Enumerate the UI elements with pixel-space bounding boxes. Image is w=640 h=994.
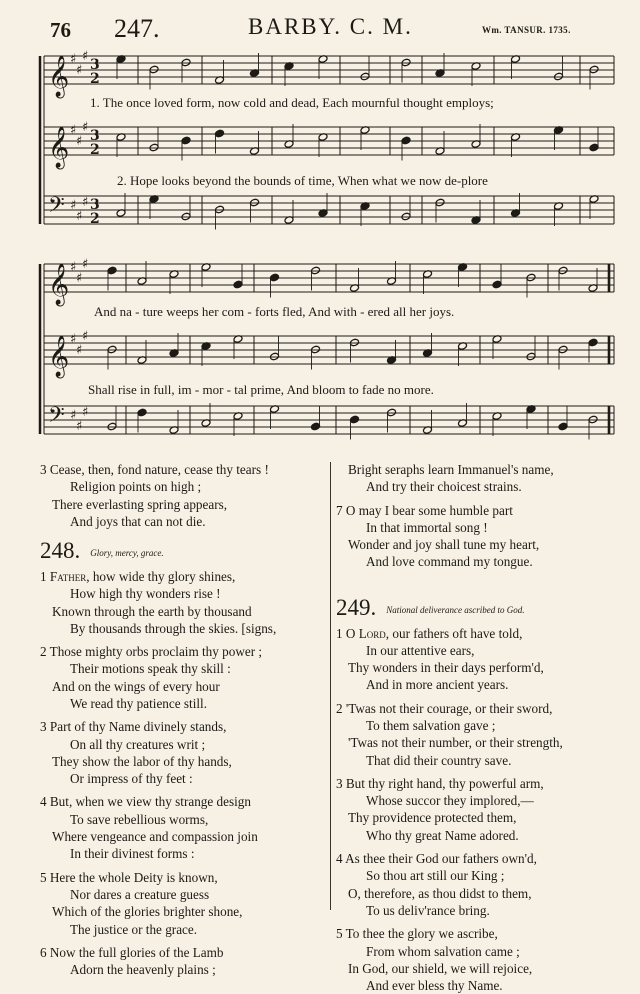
stanza-line: Nor dares a creature guess <box>70 886 210 902</box>
hymn247-stanza3 <box>40 461 332 530</box>
notehead <box>588 338 598 347</box>
stanza-line: And joys that can not die. <box>70 513 206 529</box>
tune-title: BARBY. C. M. <box>248 14 413 39</box>
bass-clef: 𝄢 <box>48 403 65 433</box>
stanza-line: 4 But, when we view thy strange design <box>40 794 251 810</box>
stanza-line: 2 Those mighty orbs proclaim thy power ; <box>40 644 263 660</box>
treble-clef: 𝄞 <box>48 127 70 168</box>
sharp-sign: ♯ <box>76 271 83 286</box>
sharp-sign: ♯ <box>82 329 89 344</box>
sharp-sign: ♯ <box>70 260 77 275</box>
notehead <box>401 136 411 145</box>
notehead <box>558 345 568 354</box>
notehead <box>350 338 360 347</box>
hymn-number: 247. <box>114 14 160 43</box>
sharp-sign: ♯ <box>82 195 89 210</box>
bass-clef: 𝄢 <box>48 193 65 223</box>
sharp-sign: ♯ <box>82 257 89 272</box>
first-word: Lord <box>358 625 386 641</box>
notehead <box>526 273 536 282</box>
notehead <box>435 198 445 207</box>
hymn249-stanza3 <box>336 775 636 844</box>
first-line-rest: , our fathers oft have told, <box>385 625 523 641</box>
stanza-line: From whom salvation came ; <box>366 943 520 959</box>
sharp-sign: ♯ <box>70 408 77 423</box>
stanza-line: Thy wonders in their days perform'd, <box>348 660 544 676</box>
notehead <box>311 266 321 275</box>
left-column <box>40 461 332 978</box>
notehead <box>311 345 321 354</box>
stanza-line: 6 Now the full glories of the Lamb <box>40 944 224 960</box>
sharp-sign: ♯ <box>82 49 89 64</box>
notehead <box>233 280 243 289</box>
stanza-line: And ever bless thy Name. <box>366 978 503 994</box>
stanza-line: Or impress of thy feet : <box>70 771 193 787</box>
stanza-line: To save rebellious worms, <box>70 811 209 827</box>
notehead <box>107 422 117 431</box>
lyrics-line1-verse1: 1. The once loved form, now cold and dead, Each mournful thought employs; <box>90 95 494 110</box>
stanza-line: 3 But thy right hand, thy powerful arm, <box>336 775 544 791</box>
sharp-sign: ♯ <box>76 343 83 358</box>
notehead <box>250 198 260 207</box>
stanza-line: Known through the earth by thousand <box>52 603 252 619</box>
stanza-line: On all thy creatures writ ; <box>70 736 206 752</box>
notehead <box>215 205 225 214</box>
hymn248-stanza5 <box>40 869 332 938</box>
hymn248-subtitle: Glory, mercy, grace. <box>90 547 164 558</box>
first-line-prefix: 1 O <box>336 625 359 641</box>
notehead <box>311 422 321 431</box>
column-divider <box>330 462 331 910</box>
notehead <box>387 408 397 417</box>
hymn248-heading <box>40 538 332 566</box>
stanza-line: Adorn the heavenly plains ; <box>70 962 216 978</box>
notehead <box>137 408 147 417</box>
stanza-line: And in more ancient years. <box>366 677 509 693</box>
stanza-line: O, therefore, as thou didst to them, <box>348 885 532 901</box>
stanza-line: So thou art still our King ; <box>366 868 505 884</box>
notehead <box>181 136 191 145</box>
stanza-line: Whose succor they implored,— <box>366 793 534 809</box>
stanza-line: Wonder and joy shall tune my heart, <box>348 537 540 553</box>
stanza-line: The justice or the grace. <box>70 921 198 937</box>
time-signature-top: 3 <box>90 197 100 213</box>
sharp-sign: ♯ <box>76 134 83 149</box>
lyrics-line2-verse1: And na - ture weeps her com - forts fled, And with - ered all her joys. <box>94 304 455 319</box>
stanza-line: Which of the glories brighter shone, <box>52 904 243 920</box>
sharp-sign: ♯ <box>70 332 77 347</box>
stanza-line: And try their choicest strains. <box>366 479 522 495</box>
stanza-line: And love command my tongue. <box>366 554 533 570</box>
lyrics-line1-verse2: 2. Hope looks beyond the bounds of time, When what we now de-plore <box>117 173 488 188</box>
notehead <box>589 143 599 152</box>
page-number: 76 <box>50 18 71 42</box>
stanza-line: To them salvation gave ; <box>366 717 496 733</box>
stanza-line: 2 'Twas not their courage, or their sword, <box>336 700 553 716</box>
lyrics-line2-verse2: Shall rise in full, im - mor - tal prime, And bloom to fade no more. <box>88 382 434 397</box>
sharp-sign: ♯ <box>82 405 89 420</box>
stanza-line: 4 As thee their God our fathers own'd, <box>336 851 537 867</box>
notehead <box>149 143 159 152</box>
treble-clef: 𝄞 <box>48 56 70 97</box>
first-line-rest: , how wide thy glory shines, <box>86 568 236 584</box>
time-signature-top: 3 <box>90 128 100 144</box>
stanza-line: 3 Part of thy Name divinely stands, <box>40 719 227 735</box>
stanza-line: Religion points on high ; <box>70 479 202 495</box>
hymn249-heading <box>336 595 636 623</box>
notehead <box>350 415 360 424</box>
sharp-sign: ♯ <box>82 120 89 135</box>
notehead <box>589 65 599 74</box>
stanza-line: In their divinest forms : <box>70 846 195 862</box>
music-score <box>0 0 640 445</box>
time-signature-bottom: 2 <box>90 211 100 227</box>
composer-credit: Wm. TANSUR. 1735. <box>482 25 571 35</box>
notehead <box>558 266 568 275</box>
stanza-line: 7 O may I bear some humble part <box>336 502 513 518</box>
stanza-line: Where vengeance and compassion join <box>52 829 258 845</box>
notehead <box>401 212 411 221</box>
hymn247-stanza3-continued <box>336 461 636 496</box>
treble-clef: 𝄞 <box>48 336 70 377</box>
sharp-sign: ♯ <box>76 209 83 224</box>
hymn248-number: 248. <box>40 538 81 564</box>
notehead <box>401 58 411 67</box>
notehead <box>181 212 191 221</box>
notehead <box>360 72 370 81</box>
notehead <box>270 352 280 361</box>
stanza-line: They show the labor of thy hands, <box>52 753 232 769</box>
time-signature-top: 3 <box>90 57 100 73</box>
sharp-sign: ♯ <box>70 123 77 138</box>
hymn249-subtitle: National deliverance ascribed to God. <box>386 604 525 615</box>
hymn248-stanza4 <box>40 793 332 862</box>
stanza-line <box>336 625 636 642</box>
sharp-sign: ♯ <box>70 198 77 213</box>
hymn249-stanza4 <box>336 850 636 919</box>
stanza-line: Their motions speak thy skill : <box>70 661 231 677</box>
hymn249-stanza1 <box>336 625 636 694</box>
right-column <box>336 461 636 994</box>
notehead <box>149 65 159 74</box>
time-signature-bottom: 2 <box>90 71 100 87</box>
notehead <box>181 58 191 67</box>
hymn249-stanza2 <box>336 700 636 769</box>
notehead <box>107 345 117 354</box>
stanza-line: We read thy patience still. <box>70 695 207 711</box>
hymn248-stanza6 <box>40 944 332 979</box>
sharp-sign: ♯ <box>76 419 83 434</box>
stanza-line: In our attentive ears, <box>366 642 475 658</box>
notehead <box>558 422 568 431</box>
stanza-line: There everlasting spring appears, <box>52 496 228 512</box>
treble-clef: 𝄞 <box>48 264 70 305</box>
notehead <box>215 129 225 138</box>
stanza-line: By thousands through the skies. [signs, <box>70 620 277 636</box>
notehead <box>492 280 502 289</box>
time-signature-bottom: 2 <box>90 142 100 158</box>
stanza-line: That did their country save. <box>366 752 512 768</box>
stanza-line: 3 Cease, then, fond nature, cease thy tears ! <box>40 462 269 477</box>
stanza-line: How high thy wonders rise ! <box>70 586 221 602</box>
stanza-line: And on the wings of every hour <box>52 678 220 694</box>
hymn248-stanza3 <box>40 718 332 787</box>
stanza-line: 1 Father, how wide thy glory shines, <box>40 568 236 584</box>
stanza-line: In God, our shield, we will rejoice, <box>348 960 533 976</box>
sharp-sign: ♯ <box>70 52 77 67</box>
stanza-line: Who thy great Name adored. <box>366 827 519 843</box>
hymn249-stanza5 <box>336 925 636 994</box>
hymn248-stanza2 <box>40 643 332 712</box>
notehead <box>554 72 564 81</box>
notehead <box>588 415 598 424</box>
sharp-sign: ♯ <box>76 63 83 78</box>
hymn248-stanza1 <box>40 568 332 637</box>
stanza-line: 'Twas not their number, or their strength, <box>348 735 563 751</box>
notehead <box>270 273 280 282</box>
stanza-line: 5 Here the whole Deity is known, <box>40 869 218 885</box>
first-word: Father <box>49 568 87 584</box>
stanza-line: Thy providence protected them, <box>348 810 517 826</box>
stanza-line: 5 To thee the glory we ascribe, <box>336 926 498 942</box>
hymn247-stanza7 <box>336 502 636 571</box>
hymn249-number: 249. <box>336 594 377 620</box>
notehead <box>107 266 117 275</box>
stanza-line: In that immortal song ! <box>366 519 488 535</box>
stanza-line: To us deliv'rance bring. <box>366 902 490 918</box>
notehead <box>526 352 536 361</box>
stanza-line: Bright seraphs learn Immanuel's name, <box>348 462 554 477</box>
